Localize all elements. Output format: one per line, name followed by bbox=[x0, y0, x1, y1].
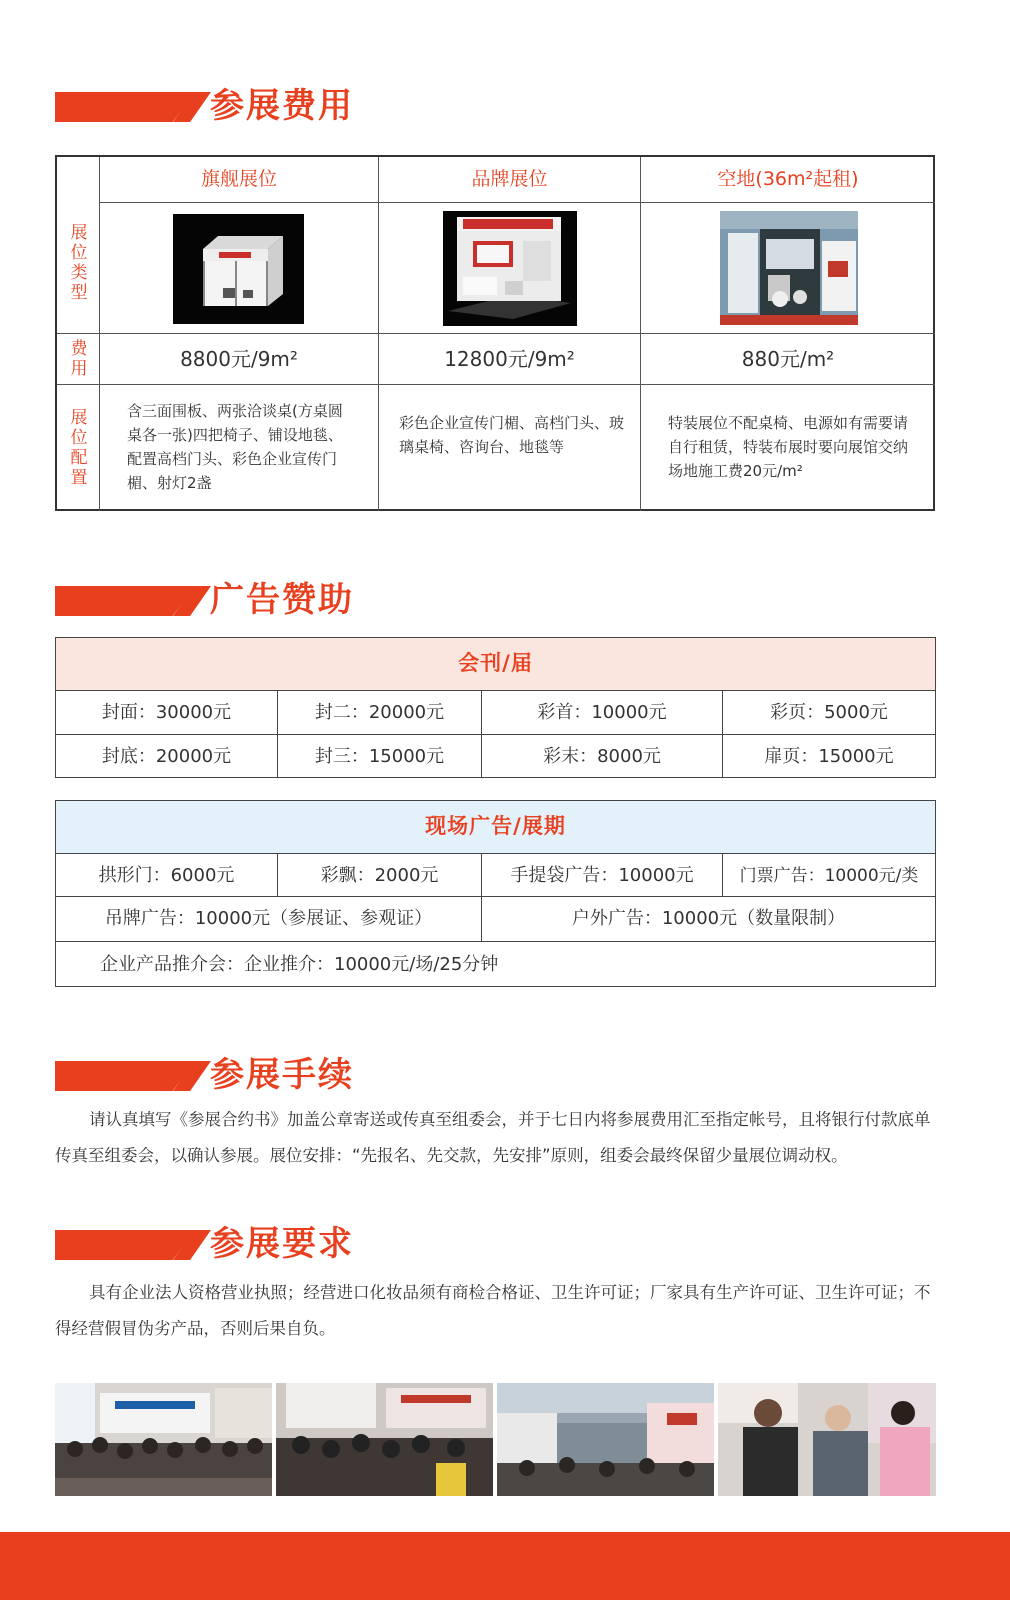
section-title: 广告赞助 bbox=[210, 580, 354, 620]
header-bar-decoration bbox=[55, 1061, 195, 1091]
header-bar-decoration bbox=[55, 586, 195, 616]
booth-image-cell-brand bbox=[379, 203, 641, 334]
table-cell: 封底：20000元 bbox=[56, 735, 278, 778]
exhibition-photo-4 bbox=[718, 1383, 936, 1496]
config-space: 特装展位不配桌椅、电源如有需要请自行租赁，特装布展时要向展馆交纳场地施工费20元/m² bbox=[668, 414, 909, 480]
row-label-type: 展位类型 bbox=[70, 223, 88, 303]
config-cell-brand bbox=[379, 385, 641, 511]
col-header-space: 空地(36m²起租) bbox=[641, 157, 935, 203]
magazine-ad-table bbox=[55, 637, 936, 778]
row-label-config-cell bbox=[57, 385, 100, 511]
config-cell-space bbox=[641, 385, 935, 511]
col-header-brand: 品牌展位 bbox=[379, 157, 641, 203]
header-bar-decoration bbox=[55, 1230, 195, 1260]
table-cell: 手提袋广告：10000元 bbox=[482, 854, 723, 896]
raw-space-booth-photo bbox=[720, 211, 858, 325]
footer-bar bbox=[0, 1532, 1010, 1600]
table-cell: 封面：30000元 bbox=[56, 691, 278, 734]
table-cell: 吊牌广告：10000元（参展证、参观证） bbox=[56, 897, 482, 941]
procedure-paragraph: 请认真填写《参展合约书》加盖公章寄送或传真至组委会，并于七日内将参展费用汇至指定帐号，且将银行付款底单传真至组委会，以确认参展。展位安排：“先报名、先交款，先安排”原则，组委会最终保留少量展位调动权。 bbox=[55, 1110, 931, 1165]
header-bar-decoration bbox=[55, 92, 195, 122]
table-row bbox=[56, 734, 935, 778]
section-title: 参展费用 bbox=[210, 86, 354, 126]
booth-image-cell-flagship bbox=[100, 203, 379, 334]
requirement-paragraph: 具有企业法人资格营业执照；经营进口化妆品须有商检合格证、卫生许可证；厂家具有生产许可证、卫生许可证；不得经营假冒伪劣产品，否则后果自负。 bbox=[55, 1283, 931, 1338]
booth-image-cell-space bbox=[641, 203, 935, 334]
row-label-config: 展位配置 bbox=[70, 408, 88, 488]
table-cell: 扉页：15000元 bbox=[764, 746, 894, 767]
table-cell: 彩页：5000元 bbox=[770, 702, 888, 723]
flagship-booth-image bbox=[173, 214, 304, 324]
table-row bbox=[56, 941, 935, 987]
row-label-type-cell bbox=[57, 157, 100, 334]
table-cell: 门票广告：10000元/类 bbox=[739, 866, 919, 886]
table-cell: 封二：20000元 bbox=[278, 691, 482, 734]
section-header-requirement bbox=[55, 1222, 655, 1262]
config-brand: 彩色企业宣传门楣、高档门头、玻璃桌椅、咨询台、地毯等 bbox=[399, 414, 625, 456]
table-cell: 彩末：8000元 bbox=[482, 735, 723, 778]
row-label-fee: 费用 bbox=[70, 339, 88, 379]
fee-table bbox=[55, 155, 935, 511]
table-cell: 企业产品推介会：企业推介：10000元/场/25分钟 bbox=[100, 954, 499, 975]
table-row bbox=[56, 853, 935, 896]
onsite-table-title: 现场广告/展期 bbox=[425, 814, 566, 838]
table-cell: 彩首：10000元 bbox=[482, 691, 723, 734]
row-label-fee-cell bbox=[57, 334, 100, 385]
price-brand: 12800元/9m² bbox=[379, 334, 641, 385]
col-header-flagship: 旗舰展位 bbox=[100, 157, 379, 203]
brand-booth-image bbox=[443, 211, 577, 326]
price-flagship: 8800元/9m² bbox=[100, 334, 379, 385]
section-header-procedure bbox=[55, 1053, 655, 1093]
config-cell-flagship bbox=[100, 385, 379, 511]
exhibition-photo-2 bbox=[276, 1383, 493, 1496]
table-row bbox=[56, 896, 935, 941]
section-title: 参展手续 bbox=[210, 1055, 354, 1095]
table-cell: 彩飘：2000元 bbox=[278, 854, 482, 896]
exhibition-photo-3 bbox=[497, 1383, 714, 1496]
table-cell: 户外广告：10000元（数量限制） bbox=[571, 908, 846, 929]
exhibition-photo-1 bbox=[55, 1383, 272, 1496]
section-header-ads bbox=[55, 578, 655, 618]
table-row bbox=[56, 690, 935, 734]
table-cell: 拱形门：6000元 bbox=[56, 854, 278, 896]
magazine-table-title: 会刊/届 bbox=[458, 651, 533, 675]
table-cell: 封三：15000元 bbox=[278, 735, 482, 778]
section-header-fees bbox=[55, 84, 655, 124]
price-space: 880元/m² bbox=[641, 334, 935, 385]
config-flagship: 含三面围板、两张洽谈桌(方桌圆桌各一张)四把椅子、铺设地毯、配置高档门头、彩色企业宣传门楣、射灯2盏 bbox=[127, 402, 343, 492]
section-title: 参展要求 bbox=[210, 1224, 354, 1264]
onsite-ad-table bbox=[55, 800, 936, 987]
